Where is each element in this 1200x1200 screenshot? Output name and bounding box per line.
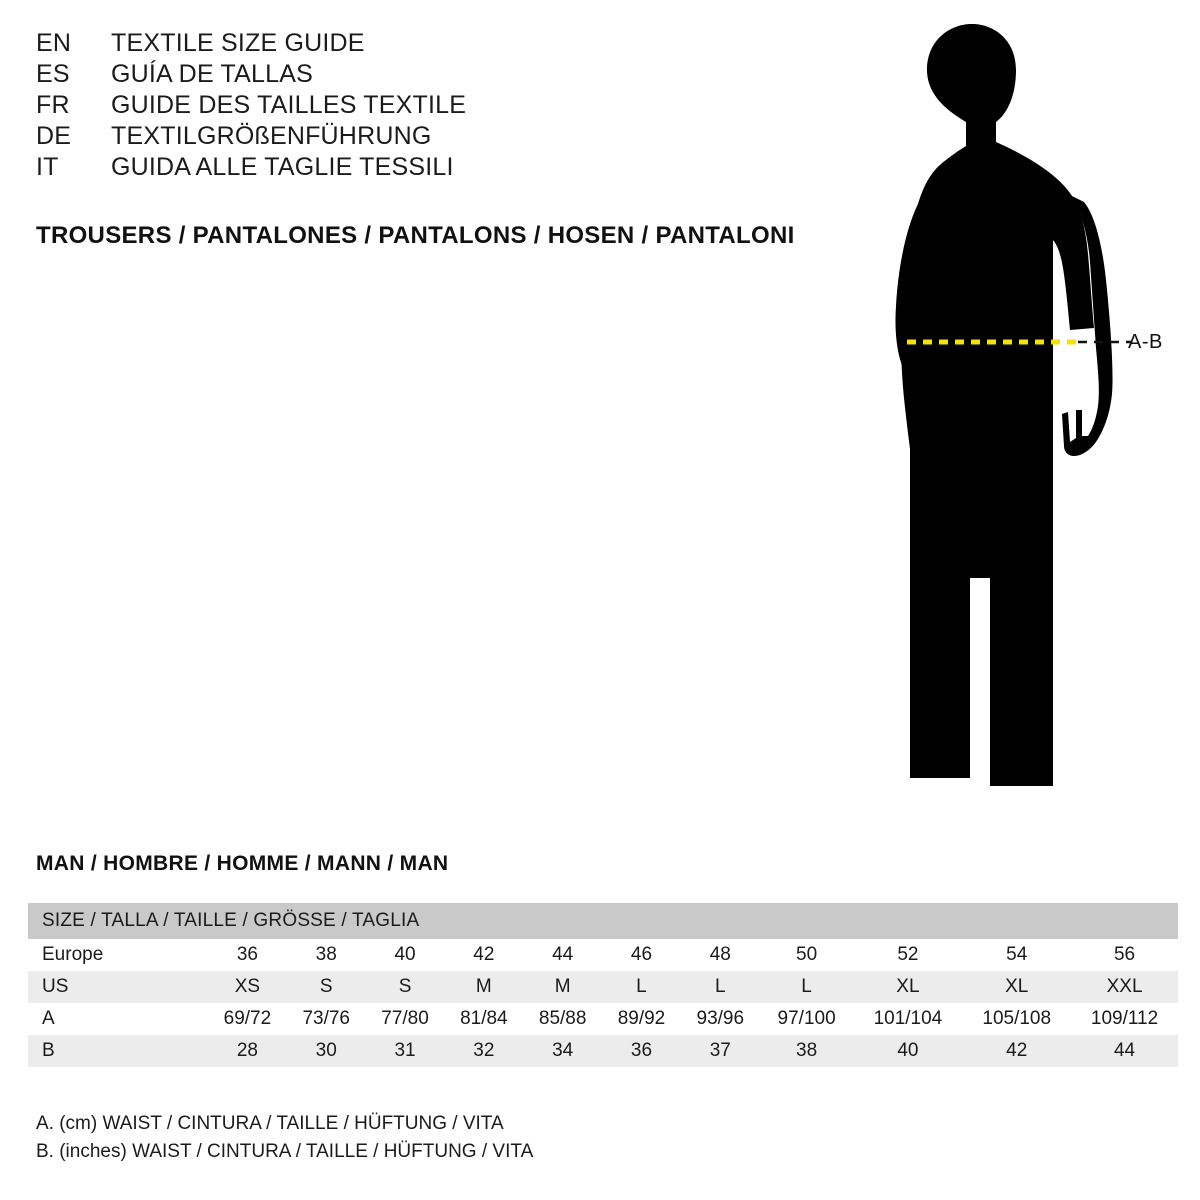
table-section-title: MAN / HOMBRE / HOMME / MANN / MAN bbox=[36, 852, 449, 875]
language-code-fr: FR bbox=[36, 91, 70, 119]
row-label-us: US bbox=[28, 971, 208, 1003]
language-row-fr bbox=[36, 90, 796, 121]
cell-a-1: 69/72 bbox=[208, 1003, 287, 1035]
cell-us-1: XS bbox=[208, 971, 287, 1003]
cell-a-10: 105/108 bbox=[962, 1003, 1071, 1035]
cell-b-11: 44 bbox=[1071, 1035, 1178, 1067]
cell-us-8: L bbox=[760, 971, 854, 1003]
size-table bbox=[28, 903, 1178, 1067]
language-code-it: IT bbox=[36, 153, 59, 181]
cell-a-11: 109/112 bbox=[1071, 1003, 1178, 1035]
cell-b-8: 38 bbox=[760, 1035, 854, 1067]
cell-a-5: 85/88 bbox=[523, 1003, 602, 1035]
cell-europe-6: 46 bbox=[602, 939, 681, 971]
cell-europe-10: 54 bbox=[962, 939, 1071, 971]
measure-label-ab: A-B bbox=[1128, 331, 1163, 353]
cell-us-5: M bbox=[523, 971, 602, 1003]
cell-us-10: XL bbox=[962, 971, 1071, 1003]
cell-a-3: 77/80 bbox=[366, 1003, 445, 1035]
language-row-it bbox=[36, 152, 796, 183]
language-code-de: DE bbox=[36, 122, 72, 150]
language-code-es: ES bbox=[36, 60, 70, 88]
cell-a-6: 89/92 bbox=[602, 1003, 681, 1035]
cell-b-3: 31 bbox=[366, 1035, 445, 1067]
row-label-a: A bbox=[28, 1003, 208, 1035]
language-row-es bbox=[36, 59, 796, 90]
language-list bbox=[36, 28, 796, 183]
row-label-europe: Europe bbox=[28, 939, 208, 971]
cell-us-6: L bbox=[602, 971, 681, 1003]
language-text-fr: GUIDE DES TAILLES TEXTILE bbox=[111, 91, 467, 119]
cell-us-3: S bbox=[366, 971, 445, 1003]
cell-us-7: L bbox=[681, 971, 760, 1003]
language-text-es: GUÍA DE TALLAS bbox=[111, 60, 313, 88]
male-silhouette-icon bbox=[810, 18, 1200, 808]
cell-a-8: 97/100 bbox=[760, 1003, 854, 1035]
language-row-en bbox=[36, 28, 796, 59]
cell-europe-4: 42 bbox=[444, 939, 523, 971]
cell-europe-11: 56 bbox=[1071, 939, 1178, 971]
cell-europe-1: 36 bbox=[208, 939, 287, 971]
cell-b-2: 30 bbox=[287, 1035, 366, 1067]
cell-europe-7: 48 bbox=[681, 939, 760, 971]
table-row bbox=[28, 1003, 1178, 1035]
cell-europe-9: 52 bbox=[854, 939, 963, 971]
table-header-label: SIZE / TALLA / TAILLE / GRÖSSE / TAGLIA bbox=[28, 903, 1178, 939]
figure-illustration bbox=[810, 18, 1200, 808]
language-text-it: GUIDA ALLE TAGLIE TESSILI bbox=[111, 153, 454, 181]
cell-b-4: 32 bbox=[444, 1035, 523, 1067]
cell-us-4: M bbox=[444, 971, 523, 1003]
cell-us-9: XL bbox=[854, 971, 963, 1003]
cell-europe-3: 40 bbox=[366, 939, 445, 971]
footnote-b: B. (inches) WAIST / CINTURA / TAILLE / HÜFTUNG / VITA bbox=[36, 1141, 534, 1162]
row-label-b: B bbox=[28, 1035, 208, 1067]
cell-b-7: 37 bbox=[681, 1035, 760, 1067]
cell-a-2: 73/76 bbox=[287, 1003, 366, 1035]
cell-europe-2: 38 bbox=[287, 939, 366, 971]
table-row bbox=[28, 939, 1178, 971]
table-header-row bbox=[28, 903, 1178, 939]
cell-us-11: XXL bbox=[1071, 971, 1178, 1003]
footnotes bbox=[36, 1110, 533, 1166]
garment-type-title: TROUSERS / PANTALONES / PANTALONS / HOSEN / PANTALONI bbox=[36, 222, 795, 249]
cell-b-6: 36 bbox=[602, 1035, 681, 1067]
cell-b-9: 40 bbox=[854, 1035, 963, 1067]
cell-b-5: 34 bbox=[523, 1035, 602, 1067]
footnote-a: A. (cm) WAIST / CINTURA / TAILLE / HÜFTUNG / VITA bbox=[36, 1113, 504, 1134]
cell-us-2: S bbox=[287, 971, 366, 1003]
table-row bbox=[28, 971, 1178, 1003]
language-text-en: TEXTILE SIZE GUIDE bbox=[111, 29, 365, 57]
cell-a-4: 81/84 bbox=[444, 1003, 523, 1035]
table-row bbox=[28, 1035, 1178, 1067]
cell-europe-8: 50 bbox=[760, 939, 854, 971]
language-text-de: TEXTILGRÖßENFÜHRUNG bbox=[111, 122, 432, 150]
cell-b-10: 42 bbox=[962, 1035, 1071, 1067]
cell-a-9: 101/104 bbox=[854, 1003, 963, 1035]
cell-b-1: 28 bbox=[208, 1035, 287, 1067]
language-row-de bbox=[36, 121, 796, 152]
language-code-en: EN bbox=[36, 29, 72, 57]
cell-a-7: 93/96 bbox=[681, 1003, 760, 1035]
cell-europe-5: 44 bbox=[523, 939, 602, 971]
